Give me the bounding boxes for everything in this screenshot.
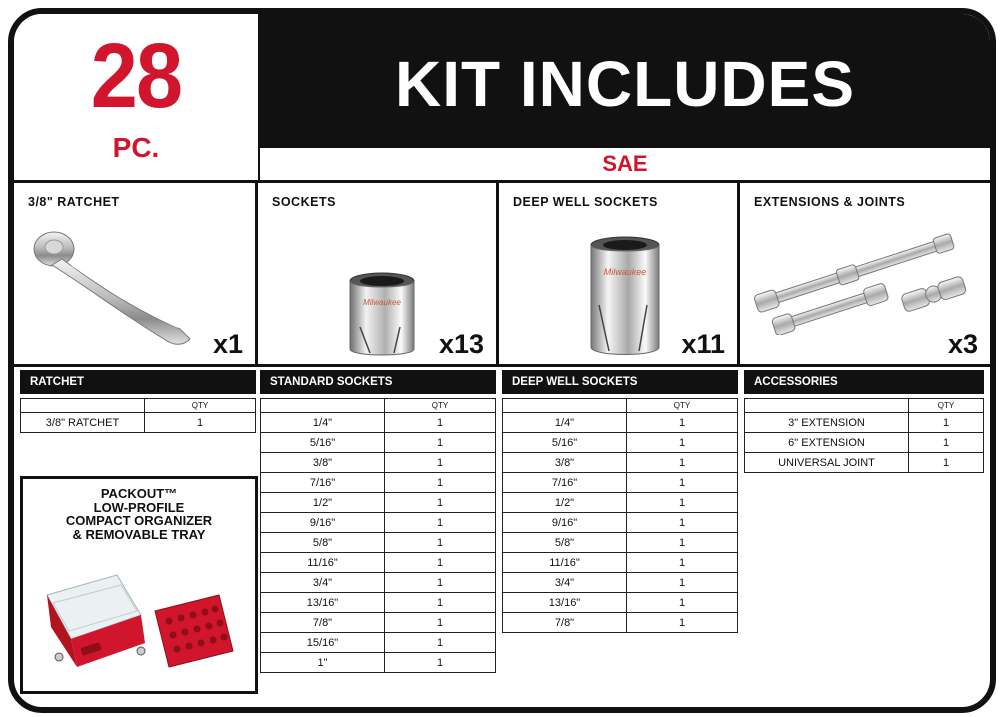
table-header-qty: QTY <box>909 399 984 413</box>
packout-line-4: & REMOVABLE TRAY <box>72 526 206 542</box>
accessories-table <box>744 398 984 473</box>
table-header-qty: QTY <box>385 399 496 413</box>
item-cell: 7/8" <box>503 613 627 633</box>
item-cell: 3/8" <box>503 453 627 473</box>
item-cell: 9/16" <box>503 513 627 533</box>
table-row <box>261 573 496 593</box>
qty-cell: 1 <box>627 593 738 613</box>
kit-card <box>8 8 996 713</box>
category-panel-sockets <box>258 183 499 367</box>
category-qty: x13 <box>438 329 484 359</box>
table-row <box>503 533 738 553</box>
qty-cell: 1 <box>627 533 738 553</box>
deep-sockets-heading: DEEP WELL SOCKETS <box>502 370 738 394</box>
qty-cell: 1 <box>627 433 738 453</box>
category-qty: x3 <box>947 329 978 359</box>
table-header-qty: QTY <box>145 399 256 413</box>
ratchet-table <box>20 398 256 433</box>
category-title: 3/8" RATCHET <box>28 195 120 209</box>
socket-icon <box>342 271 422 361</box>
page-title: KIT INCLUDES <box>395 48 855 120</box>
measurement-system-label: SAE <box>260 148 990 183</box>
qty-cell: 1 <box>627 493 738 513</box>
qty-cell: 1 <box>385 653 496 673</box>
deep-sockets-table <box>502 398 738 633</box>
qty-cell: 1 <box>627 513 738 533</box>
category-panel-ratchet <box>14 183 258 367</box>
qty-cell: 1 <box>385 453 496 473</box>
qty-cell: 1 <box>145 413 256 433</box>
piece-count-box <box>14 14 261 183</box>
item-cell: UNIVERSAL JOINT <box>745 453 909 473</box>
packout-line-1: PACKOUT™ <box>100 486 178 501</box>
category-qty: x11 <box>681 329 725 359</box>
ratchet-icon <box>32 221 202 351</box>
table-row <box>503 413 738 433</box>
standard-sockets-table <box>260 398 496 673</box>
item-cell: 11/16" <box>261 553 385 573</box>
table-row <box>261 533 496 553</box>
socket-brand-mark: Milwaukee <box>603 267 647 277</box>
qty-cell: 1 <box>385 533 496 553</box>
item-cell: 13/16" <box>503 593 627 613</box>
table-row <box>261 433 496 453</box>
qty-cell: 1 <box>627 453 738 473</box>
item-cell: 13/16" <box>261 593 385 613</box>
qty-cell: 1 <box>385 573 496 593</box>
packout-organizer-panel <box>20 476 258 694</box>
qty-cell: 1 <box>909 453 984 473</box>
item-cell: 3/4" <box>503 573 627 593</box>
title-banner <box>260 14 990 148</box>
category-title: DEEP WELL SOCKETS <box>513 195 658 209</box>
qty-cell: 1 <box>385 593 496 613</box>
category-title: EXTENSIONS & JOINTS <box>754 195 906 209</box>
table-row <box>503 573 738 593</box>
qty-cell: 1 <box>385 553 496 573</box>
item-cell: 7/16" <box>261 473 385 493</box>
item-cell: 1/2" <box>261 493 385 513</box>
table-header-item <box>261 399 385 413</box>
table-header-item <box>745 399 909 413</box>
piece-count-number: 28 <box>90 25 182 127</box>
qty-cell: 1 <box>385 493 496 513</box>
item-cell: 5/16" <box>503 433 627 453</box>
item-cell: 11/16" <box>503 553 627 573</box>
table-row <box>745 453 984 473</box>
item-cell: 1/4" <box>261 413 385 433</box>
item-cell: 5/16" <box>261 433 385 453</box>
ratchet-table-heading: RATCHET <box>20 370 256 394</box>
piece-count-unit: PC. <box>112 132 160 163</box>
table-header-qty: QTY <box>627 399 738 413</box>
category-panel-deep-sockets <box>499 183 740 367</box>
qty-cell: 1 <box>385 433 496 453</box>
qty-cell: 1 <box>385 513 496 533</box>
item-cell: 1/2" <box>503 493 627 513</box>
item-cell: 6" EXTENSION <box>745 433 909 453</box>
socket-brand-mark: Milwaukee <box>363 298 401 307</box>
item-cell: 9/16" <box>261 513 385 533</box>
table-row <box>503 493 738 513</box>
table-row <box>503 433 738 453</box>
table-row <box>503 613 738 633</box>
qty-cell: 1 <box>627 413 738 433</box>
item-cell: 1/4" <box>503 413 627 433</box>
table-row <box>261 513 496 533</box>
qty-cell: 1 <box>385 413 496 433</box>
table-row <box>261 613 496 633</box>
category-panel-extensions <box>740 183 990 367</box>
table-row <box>261 473 496 493</box>
packout-line-3: COMPACT ORGANIZER <box>65 513 213 528</box>
item-cell: 7/8" <box>261 613 385 633</box>
qty-cell: 1 <box>385 473 496 493</box>
qty-cell: 1 <box>385 633 496 653</box>
table-row <box>745 433 984 453</box>
table-row <box>261 553 496 573</box>
item-cell: 3/8" <box>261 453 385 473</box>
item-cell: 3" EXTENSION <box>745 413 909 433</box>
category-title: SOCKETS <box>272 195 336 209</box>
table-row <box>21 413 256 433</box>
item-cell: 7/16" <box>503 473 627 493</box>
deep-socket-icon <box>585 235 665 360</box>
item-cell: 3/8" RATCHET <box>21 413 145 433</box>
table-header-item <box>503 399 627 413</box>
category-qty: x1 <box>212 329 243 359</box>
accessories-heading: ACCESSORIES <box>744 370 984 394</box>
table-row <box>503 453 738 473</box>
item-cell: 5/8" <box>261 533 385 553</box>
qty-cell: 1 <box>909 413 984 433</box>
table-row <box>503 473 738 493</box>
qty-cell: 1 <box>627 553 738 573</box>
table-row <box>261 633 496 653</box>
table-row <box>261 413 496 433</box>
table-row <box>745 413 984 433</box>
qty-cell: 1 <box>385 613 496 633</box>
packout-organizer-icon <box>37 555 242 681</box>
table-row <box>261 653 496 673</box>
qty-cell: 1 <box>627 473 738 493</box>
table-row <box>261 453 496 473</box>
item-cell: 1" <box>261 653 385 673</box>
table-row <box>503 593 738 613</box>
table-row <box>503 553 738 573</box>
qty-cell: 1 <box>909 433 984 453</box>
item-cell: 5/8" <box>503 533 627 553</box>
packout-line-2: LOW-PROFILE <box>93 499 185 515</box>
qty-cell: 1 <box>627 613 738 633</box>
table-header-item <box>21 399 145 413</box>
standard-sockets-heading: STANDARD SOCKETS <box>260 370 496 394</box>
extensions-icon <box>754 225 974 335</box>
item-cell: 15/16" <box>261 633 385 653</box>
table-row <box>261 593 496 613</box>
table-row <box>261 493 496 513</box>
packout-description <box>23 487 255 541</box>
table-row <box>503 513 738 533</box>
item-cell: 3/4" <box>261 573 385 593</box>
qty-cell: 1 <box>627 573 738 593</box>
